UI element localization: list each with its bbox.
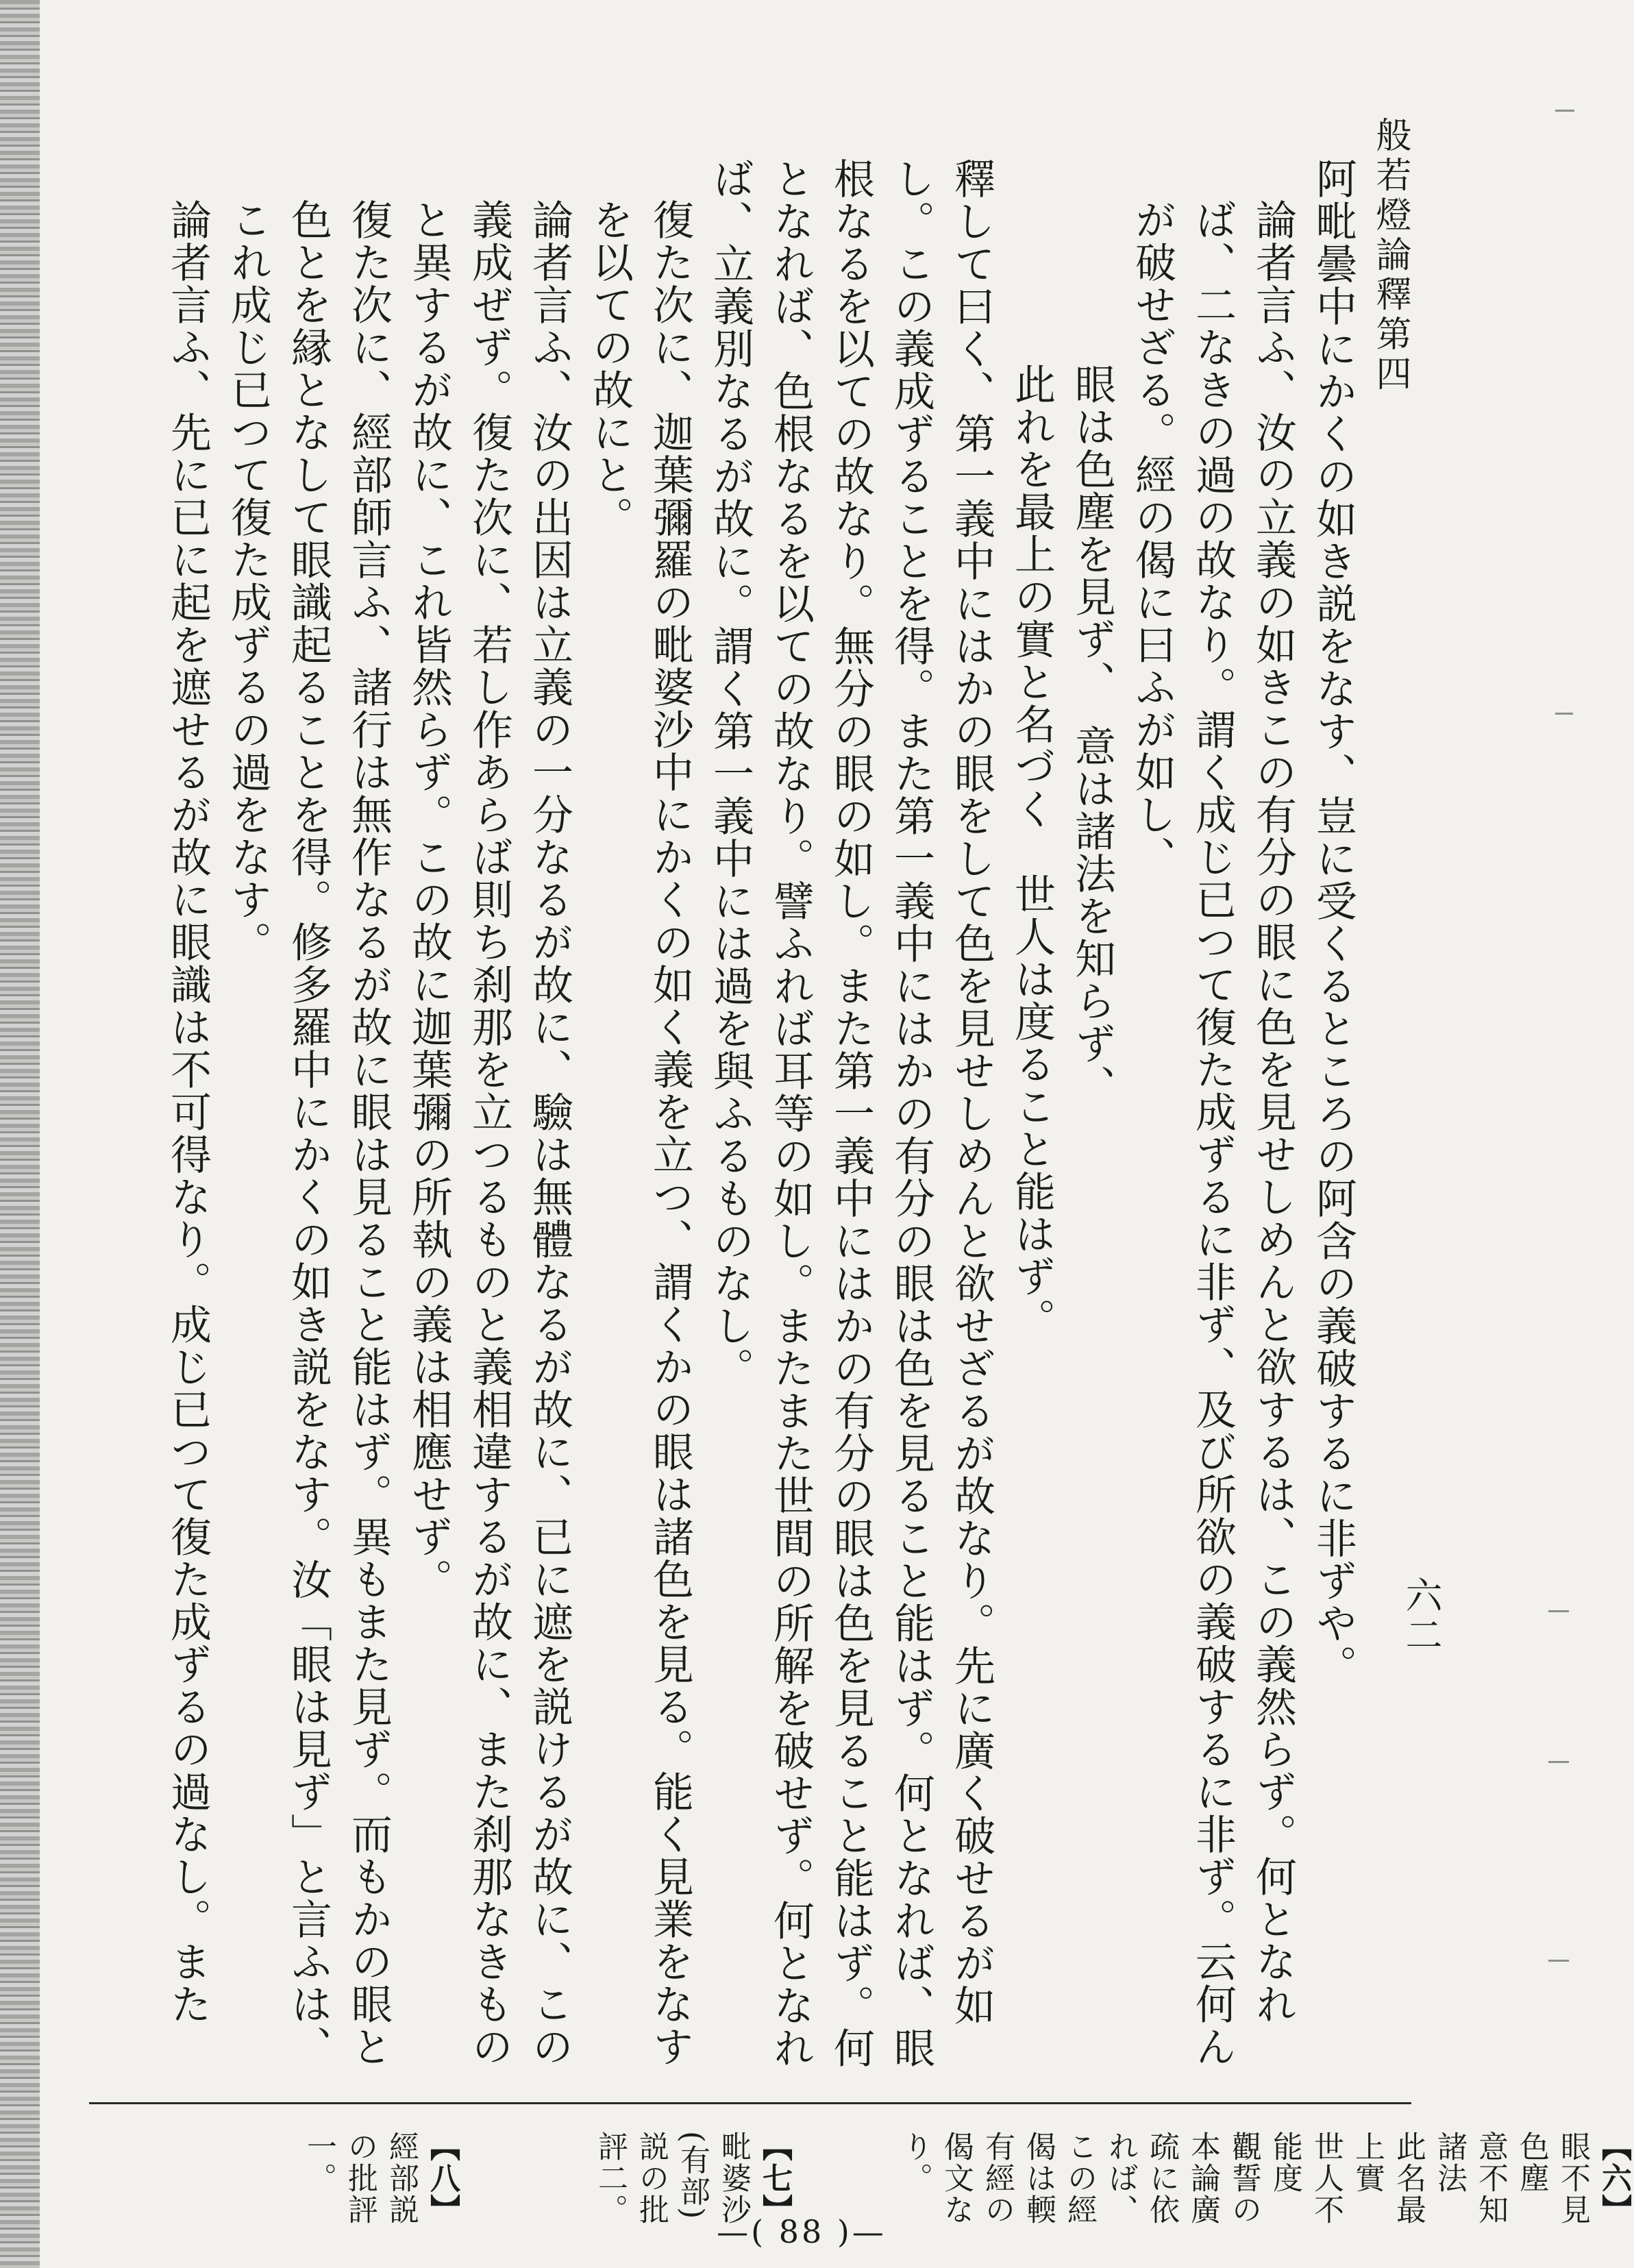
margin-mark [1555,110,1574,112]
footnote-mark: 【八】 [425,2131,460,2226]
running-head: 般若燈論釋第四 [1370,116,1411,395]
footnote-mark: 【七】 [757,2131,792,2226]
margin-mark [1555,713,1573,715]
margin-mark [1548,1610,1569,1612]
verse-line: 眼は色塵を見ず、 意は諸法を知らず、 [1068,363,1116,1107]
paragraph: 復た次に、迦葉彌羅の毗婆沙中にかくの如く義を立つ、謂くかの眼は諸色を見る。能く見業をなすを以ての故にと。 [586,199,694,2068]
scan-edge-shadow [0,0,40,2268]
footnote-text: 眼不見色塵 意不知諸法 此名最上實 世人不能度 觀誓の本論廣疏に依れば、この經偈は輭有經の偈文なり。 [898,2131,1590,2226]
sutra-verse [1002,158,1122,2090]
page-number: 六二 [1400,1576,1443,1655]
main-text-body [103,158,1363,2090]
verse-line: 此れを最上の實と名づく 世人は度ること能はず。 [1008,363,1056,1340]
footnote-mark: 【六】 [1596,2131,1631,2226]
margin-mark [1548,1960,1569,1962]
paragraph: 論者言ふ、先に已に起を遮せるが故に眼識は不可得なり。成じ已つて復た成ずるの過なし。また [164,199,212,2025]
paragraph: 阿毗曇中にかくの如き説をなす、豈に受くるところの阿含の義破するに非ずや。 [1309,158,1357,1687]
paragraph: 釋して曰く、第一義中にはかの眼をして色を見せしめんと欲せざるが故なり。先に廣く破せるが如し。この義成ずることを得。また第一義中にはかの有分の眼は色を見ること能はず。何となれば、眼根なるを以ての故なり。無分の眼の如し。また第一義中にはかの有分の眼は色を見ること能はず。何となれば、色根なるを以ての故なり。譬ふれば耳等の如し。またまた世間の所解を破せず。何となれば、立義別なるが故に。謂く第一義中には過を與ふるものなし。 [706,158,995,2069]
folio-number: —( 88 )— [717,2213,887,2250]
paragraph: 復た次に、經部師言ふ、諸行は無作なるが故に眼は見ること能はず。異もまた見ず。而もかの眼と色とを縁となして眼識起ることを得。修多羅中にかくの如き説をなす。汝「眼は見ず」と言ふは、これ成じ已つて復た成ずるの過をなす。 [224,199,393,2068]
paragraph: 論者言ふ、汝の立義の如きこの有分の眼に色を見せしめんと欲するは、この義然らず。何となれば、二なきの過の故なり。謂く成じ已つて復た成ずるに非ず、及び所欲の義破するに非ず。云何んが破せざる。經の偈に曰ふが如し、 [1128,199,1297,2068]
paragraph: 論者言ふ、汝の出因は立義の一分なるが故に、驗は無體なるが故に、已に遮を説けるが故に、この義成ぜず。復た次に、若し作あらば則ち刹那を立つるものと義相違するが故に、また刹那なきものと異するが故に、これ皆然らず。この故に迦葉彌の所執の義は相應せず。 [405,199,573,2068]
footnote-text: 毗婆沙(有部)説の批評二。 [593,2131,751,2226]
footnote-text: 經部説の批評一。 [301,2131,419,2226]
footnote-divider [89,2102,1411,2104]
margin-mark [1548,1761,1569,1763]
